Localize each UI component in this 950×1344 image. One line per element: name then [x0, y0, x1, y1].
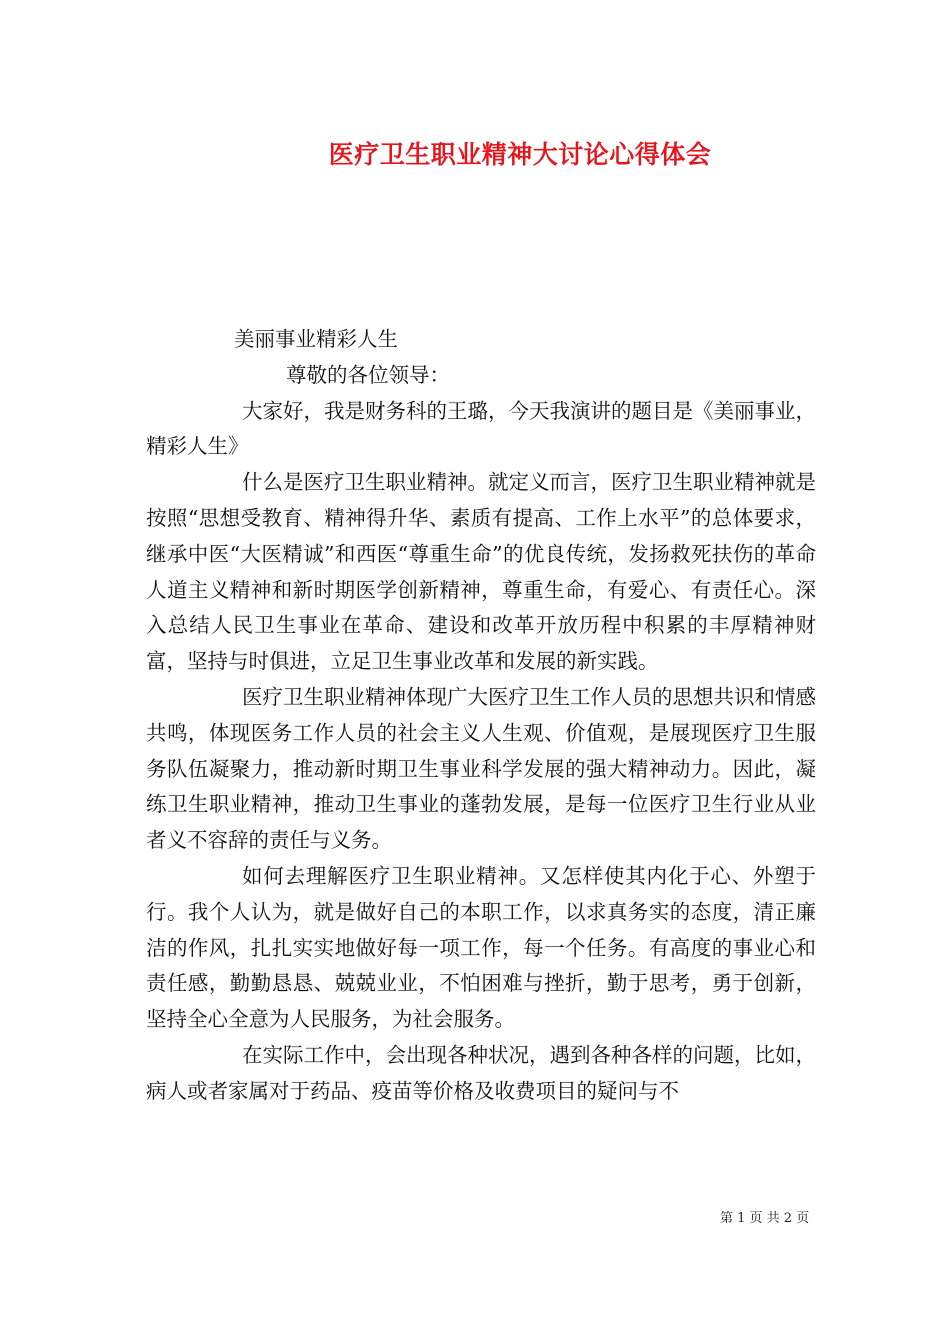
- paragraph: 如何去理解医疗卫生职业精神。又怎样使其内化于心、外塑于行。我个人认为，就是做好自己的本职工作，以求真务实的态度，清正廉洁的作风，扎扎实实地做好每一项工作，每一个任务。有高度的事业心和责任感，勤勤恳恳、兢兢业业，不怕困难与挫折，勤于思考，勇于创新，坚持全心全意为人民服务，为社会服务。: [146, 863, 816, 1032]
- speech-subtitle: 美丽事业精彩人生: [234, 327, 398, 351]
- document-body: [146, 322, 816, 1110]
- paragraph: 大家好，我是财务科的王璐，今天我演讲的题目是《美丽事业，精彩人生》: [146, 398, 816, 459]
- salutation: 尊敬的各位领导：: [286, 362, 450, 387]
- page-footer: 第 1 页 共 2 页: [720, 1211, 810, 1226]
- paragraph: 在实际工作中，会出现各种状况，遇到各种各样的问题，比如，病人或者家属对于药品、疫苗等价格及收费项目的疑问与不: [146, 1042, 816, 1103]
- document-title: 医疗卫生职业精神大讨论心得体会: [328, 140, 712, 169]
- paragraph: 医疗卫生职业精神体现广大医疗卫生工作人员的思想共识和情感共鸣，体现医务工作人员的社会主义人生观、价值观，是展现医疗卫生服务队伍凝聚力，推动新时期卫生事业科学发展的强大精神动力。因此，凝练卫生职业精神，推动卫生事业的蓬勃发展，是每一位医疗卫生行业从业者义不容辞的责任与义务。: [146, 684, 816, 853]
- paragraph: 什么是医疗卫生职业精神。就定义而言，医疗卫生职业精神就是按照“思想受教育、精神得升华、素质有提高、工作上水平”的总体要求，继承中医“大医精诚”和西医“尊重生命”的优良传统，发扬救死扶伤的革命人道主义精神和新时期医学创新精神，尊重生命，有爱心、有责任心。深入总结人民卫生事业在革命、建设和改革开放历程中积累的丰厚精神财富，坚持与时俱进，立足卫生事业改革和发展的新实践。: [146, 470, 816, 674]
